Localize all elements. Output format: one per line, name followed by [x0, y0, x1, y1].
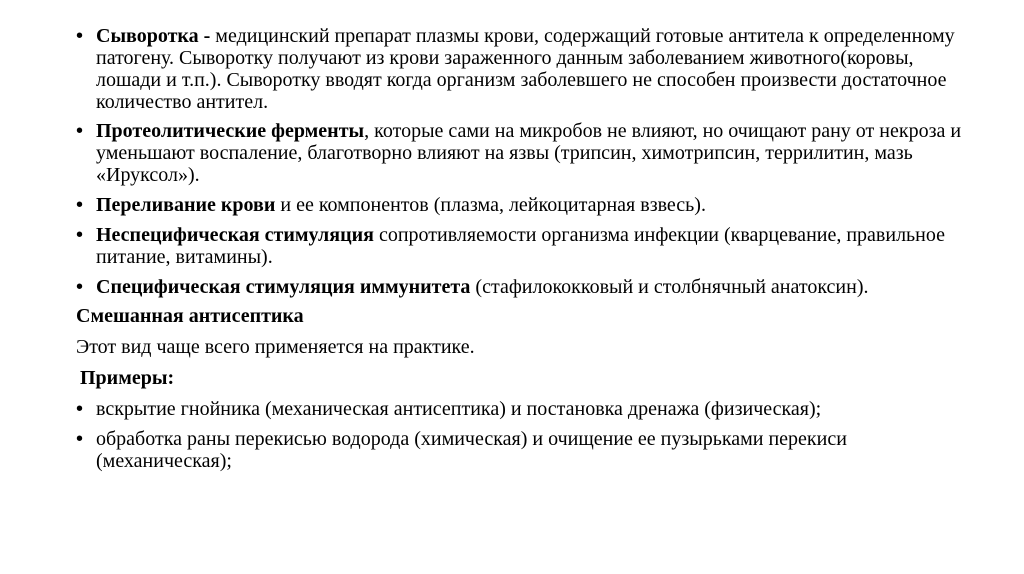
bullet-term: Переливание крови	[96, 194, 276, 216]
example-item: • вскрытие гнойника (механическая антисептика) и постановка дренажа (физическая);	[72, 398, 972, 420]
bullet-term: Протеолитические ферменты	[96, 120, 365, 142]
mixed-antiseptic-heading: Смешанная антисептика	[76, 305, 304, 327]
bullet-text: (стафилококковый и столбнячный анатоксин).	[470, 276, 869, 298]
bullet-proteolytic-enzymes	[72, 120, 972, 186]
examples-heading: Примеры:	[80, 367, 175, 389]
bullet-text: и ее компонентов (плазма, лейкоцитарная взвесь).	[275, 194, 706, 216]
mixed-antiseptic-text: Этот вид чаще всего применяется на практике.	[76, 336, 475, 358]
bullet-text: , которые сами на микробов не влияют, но очищают рану от некроза и уменьшают воспаление, благотворно влияют на язвы (трипсин, химотрипсин, террилитин, мазь «Ируксол»).	[96, 120, 962, 186]
bullet-term: Специфическая стимуляция иммунитета	[96, 276, 471, 298]
bullet-blood-transfusion	[72, 194, 972, 216]
bullet-term: Сыворотка -	[96, 25, 211, 47]
bullet-term: Неспецифическая стимуляция	[96, 224, 374, 246]
bullet-specific-stimulation	[72, 276, 972, 298]
bullet-text: медицинский препарат плазмы крови, содержащий готовые антитела к определенному патогену. Сыворотку получают из крови зараженного данным заболеванием животного(коровы, лошади и т.п.). Сыворотку вводят когда организм заболевшего не способен произвести достаточное количество антител.	[96, 25, 955, 113]
bullet-serum	[72, 25, 972, 113]
example-item: • обработка раны перекисью водорода (химическая) и очищение ее пузырьками перекиси (механическая);	[72, 428, 972, 472]
bullet-text: сопротивляемости организма инфекции (кварцевание, правильное питание, витамины).	[96, 224, 945, 268]
slide-content	[72, 25, 972, 472]
bullet-nonspecific-stimulation	[72, 224, 972, 268]
